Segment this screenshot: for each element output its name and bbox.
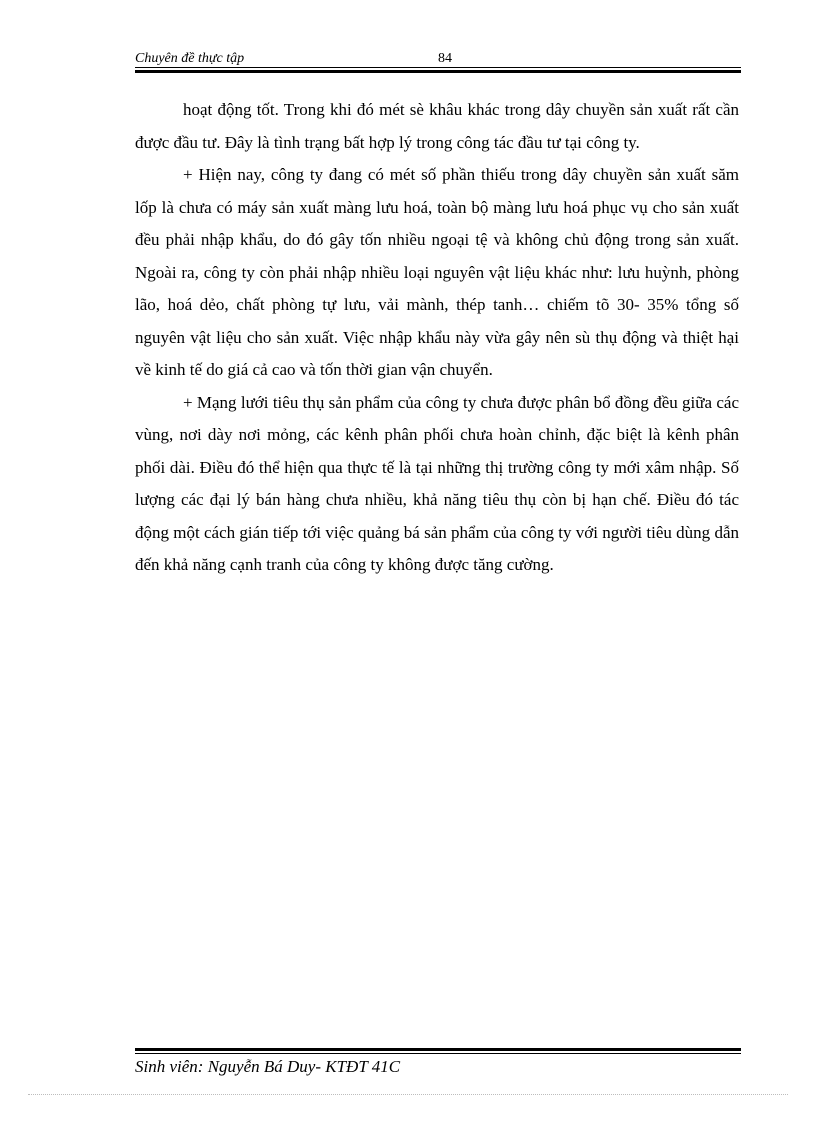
paragraph-3: + Mạng lưới tiêu thụ sản phẩm của công ty chưa được phân bổ đồng đều giữa các vùng, nơi dày nơi mỏng, các kênh phân phối chưa hoàn chỉnh, đặc biệt là kênh phân phối dài. Điều đó thể hiện qua thực tế là tại những thị trường công ty mới xâm nhập. Số lượng các đại lý bán hàng chưa nhiều, khả năng tiêu thụ còn bị hạn chế. Điều đó tác động một cách gián tiếp tới việc quảng bá sản phẩm của công ty với người tiêu dùng dẫn đến khả năng cạnh tranh của công ty không được tăng cường. — [135, 392, 739, 574]
header-rule-thick — [135, 70, 741, 73]
page-header — [135, 50, 741, 68]
paragraph-2: + Hiện nay, công ty đang có mét số phần thiếu trong dây chuyền sản xuất săm lốp là chưa có máy sản xuất màng lưu hoá, toàn bộ màng lưu hoá phục vụ cho sản xuất đều phải nhập khẩu, do đó gây tốn nhiều ngoại tệ và không chủ động trong sản xuất. Ngoài ra, công ty còn phải nhập nhiều loại nguyên vật liệu khác như: lưu huỳnh, phòng lão, hoá dẻo, chất phòng tự lưu, vải mành, thép tanh… chiếm tõ 30- 35% tổng số nguyên vật liệu cho sản xuất. Việc nhập khẩu này vừa gây nên sù thụ động và thiệt hại về kinh tế do giá cả cao và tốn thời gian vận chuyển. — [135, 165, 739, 379]
header-title: Chuyên đề thực tập — [135, 51, 245, 66]
footer-rule-thin — [135, 1053, 741, 1054]
paragraph-1: hoạt động tốt. Trong khi đó mét sè khâu khác trong dây chuyền sản xuất rất cần được đầu tư. Đây là tình trạng bất hợp lý trong công tác đầu tư tại công ty. — [135, 100, 739, 152]
page-edge-divider — [28, 1094, 788, 1095]
footer-rule-thick — [135, 1048, 741, 1051]
header-rule-thin — [135, 67, 741, 68]
page-number: 84 — [438, 51, 452, 66]
body-text — [135, 94, 739, 582]
footer-author: Sinh viên: Nguyễn Bá Duy- KTĐT 41C — [135, 1057, 401, 1076]
